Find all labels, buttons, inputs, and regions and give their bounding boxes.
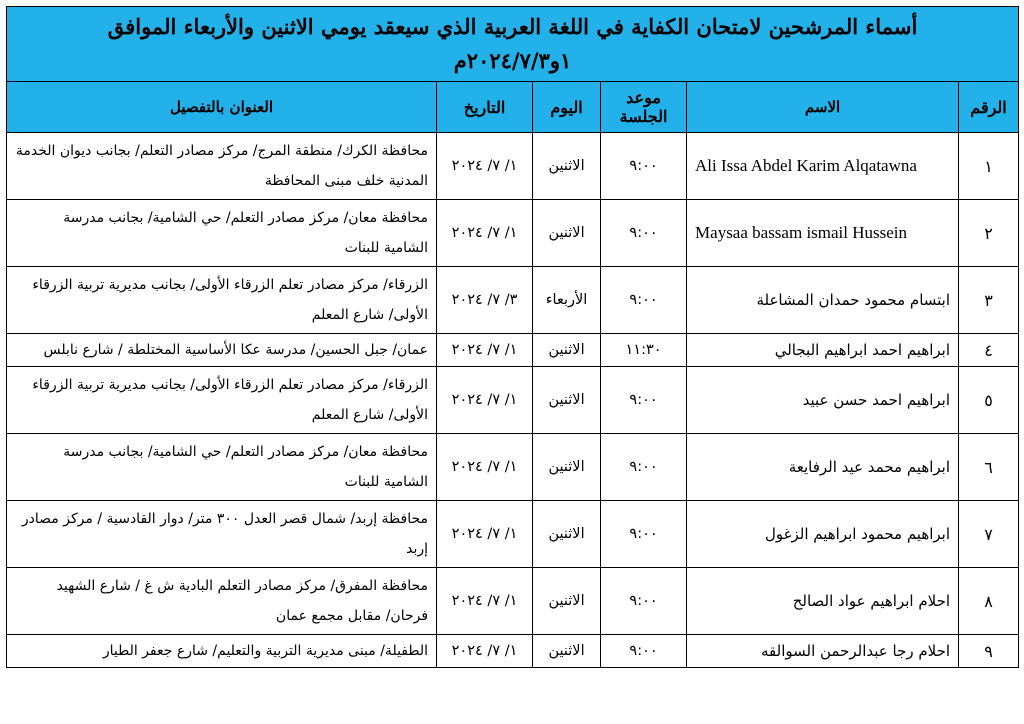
cell-address: محافظة المفرق/ مركز مصادر التعلم البادية ش غ / شارع الشهيد فرحان/ مقابل مجمع عمان xyxy=(7,568,437,635)
table-row xyxy=(7,334,1019,367)
cell-time: ٩:٠٠ xyxy=(601,635,687,668)
cell-number: ٥ xyxy=(959,367,1019,434)
title-row xyxy=(7,7,1019,82)
cell-address: الزرقاء/ مركز مصادر تعلم الزرقاء الأولى/ بجانب مديرية تربية الزرقاء الأولى/ شارع المعلم xyxy=(7,267,437,334)
cell-date: ١/ ٧/ ٢٠٢٤ xyxy=(437,635,533,668)
cell-address: محافظة معان/ مركز مصادر التعلم/ حي الشامية/ بجانب مدرسة الشامية للبنات xyxy=(7,200,437,267)
cell-day: الاثنين xyxy=(533,200,601,267)
cell-time: ٩:٠٠ xyxy=(601,367,687,434)
cell-date: ١/ ٧/ ٢٠٢٤ xyxy=(437,334,533,367)
cell-time: ١١:٣٠ xyxy=(601,334,687,367)
cell-name: ابراهيم احمد حسن عبيد xyxy=(687,367,959,434)
cell-date: ١/ ٧/ ٢٠٢٤ xyxy=(437,434,533,501)
title-line-2: ١و٢٠٢٤/٧/٣م xyxy=(453,48,572,73)
header-date: التاريخ xyxy=(437,82,533,133)
cell-date: ١/ ٧/ ٢٠٢٤ xyxy=(437,133,533,200)
cell-time: ٩:٠٠ xyxy=(601,568,687,635)
cell-address: الزرقاء/ مركز مصادر تعلم الزرقاء الأولى/ بجانب مديرية تربية الزرقاء الأولى/ شارع المعلم xyxy=(7,367,437,434)
cell-name: ابراهيم محمود ابراهيم الزغول xyxy=(687,501,959,568)
cell-time: ٩:٠٠ xyxy=(601,501,687,568)
cell-name: ابراهيم محمد عيد الرفايعة xyxy=(687,434,959,501)
cell-number: ٨ xyxy=(959,568,1019,635)
cell-address: محافظة إربد/ شمال قصر العدل ٣٠٠ متر/ دوار القادسية / مركز مصادر إربد xyxy=(7,501,437,568)
cell-date: ١/ ٧/ ٢٠٢٤ xyxy=(437,367,533,434)
cell-number: ٤ xyxy=(959,334,1019,367)
cell-name: Maysaa bassam ismail Hussein xyxy=(687,200,959,267)
cell-day: الاثنين xyxy=(533,635,601,668)
header-row xyxy=(7,82,1019,133)
cell-time: ٩:٠٠ xyxy=(601,133,687,200)
table-row xyxy=(7,568,1019,635)
cell-number: ٣ xyxy=(959,267,1019,334)
page-title xyxy=(7,7,1019,82)
cell-time: ٩:٠٠ xyxy=(601,434,687,501)
header-number: الرقم xyxy=(959,82,1019,133)
cell-name: احلام رجا عبدالرحمن السوالقه xyxy=(687,635,959,668)
table-row xyxy=(7,367,1019,434)
table-row xyxy=(7,200,1019,267)
cell-number: ٩ xyxy=(959,635,1019,668)
cell-day: الأربعاء xyxy=(533,267,601,334)
cell-name: Ali Issa Abdel Karim Alqatawna xyxy=(687,133,959,200)
cell-number: ٦ xyxy=(959,434,1019,501)
header-day: اليوم xyxy=(533,82,601,133)
cell-day: الاثنين xyxy=(533,434,601,501)
table-row xyxy=(7,133,1019,200)
header-name: الاسم xyxy=(687,82,959,133)
table-row xyxy=(7,267,1019,334)
cell-day: الاثنين xyxy=(533,334,601,367)
cell-name: ابتسام محمود حمدان المشاعلة xyxy=(687,267,959,334)
cell-time: ٩:٠٠ xyxy=(601,200,687,267)
cell-day: الاثنين xyxy=(533,367,601,434)
cell-address: محافظة معان/ مركز مصادر التعلم/ حي الشامية/ بجانب مدرسة الشامية للبنات xyxy=(7,434,437,501)
cell-day: الاثنين xyxy=(533,133,601,200)
cell-date: ١/ ٧/ ٢٠٢٤ xyxy=(437,568,533,635)
cell-name: احلام ابراهيم عواد الصالح xyxy=(687,568,959,635)
cell-day: الاثنين xyxy=(533,568,601,635)
cell-date: ١/ ٧/ ٢٠٢٤ xyxy=(437,501,533,568)
header-address: العنوان بالتفصيل xyxy=(7,82,437,133)
cell-name: ابراهيم احمد ابراهيم البجالي xyxy=(687,334,959,367)
cell-address: الطفيلة/ مبنى مديرية التربية والتعليم/ شارع جعفر الطيار xyxy=(7,635,437,668)
title-line-1: أسماء المرشحين لامتحان الكفاية في اللغة العربية الذي سيعقد يومي الاثنين والأربعاء الموافق xyxy=(107,14,918,39)
cell-time: ٩:٠٠ xyxy=(601,267,687,334)
header-session: موعد الجلسة xyxy=(601,82,687,133)
cell-day: الاثنين xyxy=(533,501,601,568)
cell-date: ١/ ٧/ ٢٠٢٤ xyxy=(437,200,533,267)
table-row xyxy=(7,434,1019,501)
table-row xyxy=(7,501,1019,568)
cell-address: عمان/ جبل الحسين/ مدرسة عكا الأساسية المختلطة / شارع نابلس xyxy=(7,334,437,367)
cell-date: ٣/ ٧/ ٢٠٢٤ xyxy=(437,267,533,334)
candidates-table xyxy=(6,6,1019,668)
cell-number: ٧ xyxy=(959,501,1019,568)
cell-address: محافظة الكرك/ منطقة المرج/ مركز مصادر التعلم/ بجانب ديوان الخدمة المدنية خلف مبنى المحافظة xyxy=(7,133,437,200)
cell-number: ١ xyxy=(959,133,1019,200)
table-row xyxy=(7,635,1019,668)
cell-number: ٢ xyxy=(959,200,1019,267)
candidates-sheet xyxy=(6,6,1018,668)
